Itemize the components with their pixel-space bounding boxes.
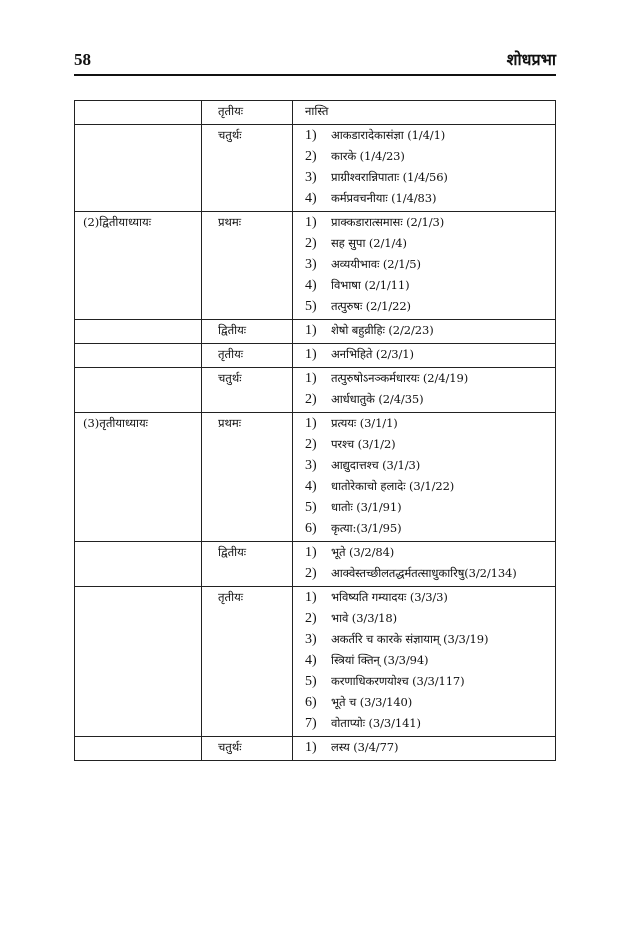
sutra-text: कृत्या:(3/1/95) <box>331 521 402 535</box>
adhyaya-cell <box>75 737 202 761</box>
sutra-entry <box>305 389 555 410</box>
table-row <box>75 587 556 737</box>
entry-number: 1) <box>305 128 317 143</box>
sutra-text: कारके (1/4/23) <box>331 149 405 163</box>
adhyaya-cell: (3)तृतीयाध्यायः <box>75 413 202 542</box>
entry-number: 5) <box>305 299 317 314</box>
table-row <box>75 737 556 761</box>
sutra-text: आद्युदात्तश्च (3/1/3) <box>331 458 421 472</box>
entry-number: 2) <box>305 392 317 407</box>
pada-cell: चतुर्थः <box>202 368 293 413</box>
sutra-text: आर्धधातुके (2/4/35) <box>331 392 424 406</box>
sutra-text: प्रत्ययः (3/1/1) <box>331 416 398 430</box>
entry-number: 5) <box>305 500 317 515</box>
sutra-entry <box>305 275 555 296</box>
table-row <box>75 320 556 344</box>
sutra-entry <box>305 563 555 584</box>
entry-number: 6) <box>305 521 317 536</box>
entry-number: 4) <box>305 479 317 494</box>
sutra-entry <box>305 476 555 497</box>
note-text: नास्ति <box>305 104 329 118</box>
pada-cell: तृतीयः <box>202 587 293 737</box>
sutra-entry <box>305 344 555 365</box>
entry-number: 3) <box>305 632 317 647</box>
entry-number: 5) <box>305 674 317 689</box>
pada-cell: चतुर्थः <box>202 737 293 761</box>
sutra-entry <box>305 650 555 671</box>
entry-number: 3) <box>305 170 317 185</box>
entry-number: 1) <box>305 590 317 605</box>
sutra-text: आकडारादेकासंज्ञा (1/4/1) <box>331 128 446 142</box>
sutra-cell <box>293 320 556 344</box>
entry-number: 2) <box>305 437 317 452</box>
entry-number: 3) <box>305 458 317 473</box>
entry-number: 2) <box>305 611 317 626</box>
sutra-text: स्त्रियां क्तिन् (3/3/94) <box>331 653 429 667</box>
sutra-entry <box>305 125 555 146</box>
sutra-text: आक्वेस्तच्छीलतद्धर्मतत्साधुकारिषु(3/2/134) <box>331 566 517 580</box>
sutra-text: अकर्तरि च कारके संज्ञायाम् (3/3/19) <box>331 632 489 646</box>
sutra-cell <box>293 737 556 761</box>
sutra-text: प्राक्कडारात्समासः (2/1/3) <box>331 215 445 229</box>
pada-cell: तृतीयः <box>202 344 293 368</box>
sutra-text: अनभिहिते (2/3/1) <box>331 347 414 361</box>
sutra-text: भविष्यति गम्यादयः (3/3/3) <box>331 590 448 604</box>
sutra-entry <box>305 212 555 233</box>
adhyaya-cell <box>75 344 202 368</box>
pada-cell: प्रथमः <box>202 413 293 542</box>
adhyaya-cell <box>75 368 202 413</box>
sutra-entry <box>305 497 555 518</box>
sutra-text: वोताप्योः (3/3/141) <box>331 716 421 730</box>
page-number: 58 <box>74 50 91 69</box>
sutra-entry <box>305 671 555 692</box>
adhyaya-cell <box>75 587 202 737</box>
adhyaya-cell: (2)द्वितीयाध्यायः <box>75 212 202 320</box>
entry-number: 1) <box>305 323 317 338</box>
table-row <box>75 344 556 368</box>
sutra-entry <box>305 167 555 188</box>
sutra-entry <box>305 587 555 608</box>
sutra-entry <box>305 368 555 389</box>
sutra-text: शेषो बहुव्रीहिः (2/2/23) <box>331 323 434 337</box>
pada-cell: द्वितीयः <box>202 320 293 344</box>
page-header <box>74 46 556 76</box>
sutra-text: भूते च (3/3/140) <box>331 695 413 709</box>
sutra-entry <box>305 188 555 209</box>
table-row <box>75 542 556 587</box>
sutra-cell <box>293 413 556 542</box>
entry-number: 2) <box>305 236 317 251</box>
entry-number: 1) <box>305 740 317 755</box>
table-row <box>75 212 556 320</box>
entry-number: 1) <box>305 545 317 560</box>
entry-number: 6) <box>305 695 317 710</box>
entry-number: 1) <box>305 416 317 431</box>
sutra-entry <box>305 320 555 341</box>
table-row <box>75 101 556 125</box>
entry-number: 1) <box>305 347 317 362</box>
entry-number: 4) <box>305 653 317 668</box>
sutra-text: तत्पुरुषोऽनञ्कर्मधारयः (2/4/19) <box>331 371 469 385</box>
entry-number: 3) <box>305 257 317 272</box>
entry-number: 7) <box>305 716 317 731</box>
adhyaya-cell <box>75 125 202 212</box>
sutra-cell <box>293 542 556 587</box>
table-row <box>75 413 556 542</box>
running-title: शोधप्रभा <box>506 50 556 69</box>
sutra-text: तत्पुरुषः (2/1/22) <box>331 299 411 313</box>
sutra-cell <box>293 101 556 125</box>
sutra-entry <box>305 608 555 629</box>
sutra-cell <box>293 344 556 368</box>
sutra-text: लस्य (3/4/77) <box>331 740 399 754</box>
sutra-entry <box>305 455 555 476</box>
sutra-entry <box>305 233 555 254</box>
sutra-cell <box>293 212 556 320</box>
sutra-entry <box>305 146 555 167</box>
sutra-entry <box>305 737 555 758</box>
pada-cell: प्रथमः <box>202 212 293 320</box>
sutra-text: कर्मप्रवचनीयाः (1/4/83) <box>331 191 437 205</box>
sutra-entry <box>305 254 555 275</box>
adhyaya-cell <box>75 101 202 125</box>
pada-cell: तृतीयः <box>202 101 293 125</box>
sutra-entry <box>305 434 555 455</box>
sutra-text: सह सुपा (2/1/4) <box>331 236 407 250</box>
sutra-text: भावे (3/3/18) <box>331 611 398 625</box>
sutra-entry <box>305 296 555 317</box>
sutra-text: धातोरेकाचो हलादेः (3/1/22) <box>331 479 455 493</box>
entry-number: 1) <box>305 371 317 386</box>
sutra-text: अव्ययीभावः (2/1/5) <box>331 257 421 271</box>
sutra-text: करणाधिकरणयोश्च (3/3/117) <box>331 674 465 688</box>
adhyaya-cell <box>75 320 202 344</box>
sutra-entry <box>305 713 555 734</box>
sutra-cell <box>293 587 556 737</box>
entry-number: 2) <box>305 566 317 581</box>
entry-number: 1) <box>305 215 317 230</box>
entry-number: 4) <box>305 278 317 293</box>
sutra-text: प्राग्रीश्वरान्निपाताः (1/4/56) <box>331 170 448 184</box>
sutra-text: विभाषा (2/1/11) <box>331 278 410 292</box>
sutra-entry <box>305 413 555 434</box>
sutra-table <box>74 100 556 761</box>
entry-number: 2) <box>305 149 317 164</box>
table-row <box>75 125 556 212</box>
sutra-text: भूते (3/2/84) <box>331 545 395 559</box>
sutra-entry <box>305 542 555 563</box>
sutra-entry <box>305 692 555 713</box>
sutra-text: धातोः (3/1/91) <box>331 500 402 514</box>
sutra-entry <box>305 518 555 539</box>
adhyaya-cell <box>75 542 202 587</box>
sutra-cell <box>293 125 556 212</box>
pada-cell: द्वितीयः <box>202 542 293 587</box>
pada-cell: चतुर्थः <box>202 125 293 212</box>
sutra-entry <box>305 629 555 650</box>
entry-number: 4) <box>305 191 317 206</box>
sutra-cell <box>293 368 556 413</box>
sutra-text: परश्च (3/1/2) <box>331 437 396 451</box>
table-row <box>75 368 556 413</box>
